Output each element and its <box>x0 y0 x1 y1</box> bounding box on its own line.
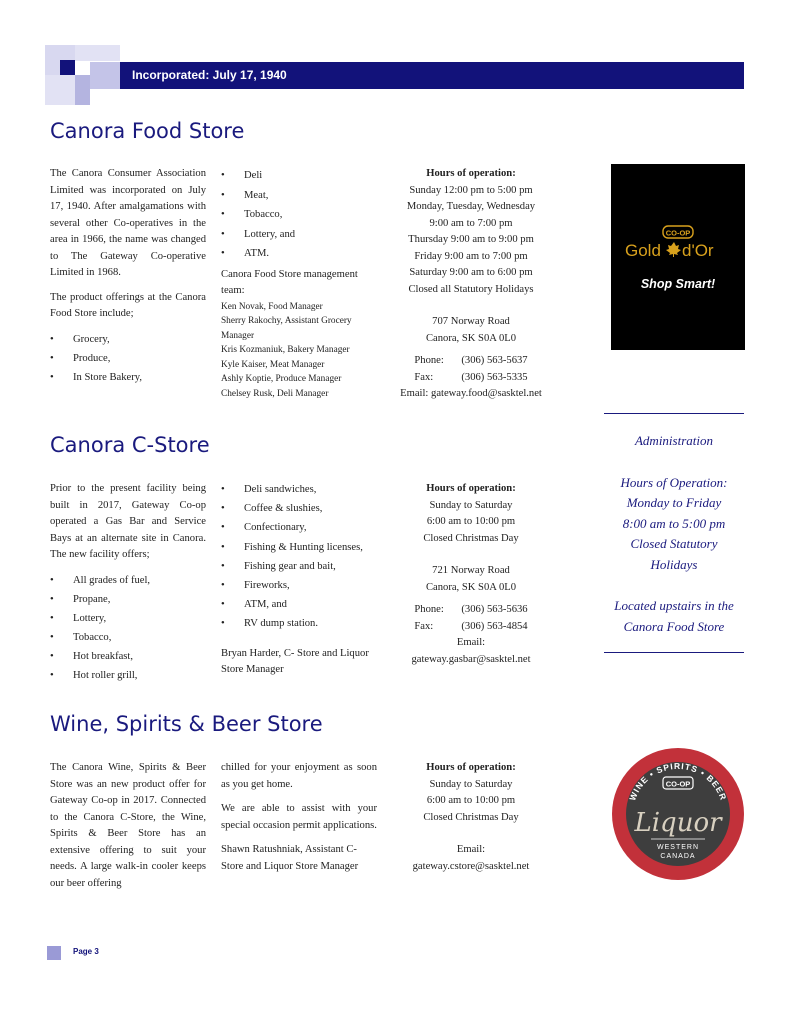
hours-label: Hours of operation: <box>426 483 516 494</box>
address-line: 707 Norway Road <box>432 316 510 327</box>
coop-badge-text: CO-OP <box>665 228 691 238</box>
phone-label: Phone: <box>414 604 444 615</box>
hours-line: Sunday to Saturday <box>429 778 513 790</box>
phone-row <box>388 602 554 619</box>
fax-row <box>388 619 554 636</box>
header-square-mid <box>90 62 120 89</box>
fax-label: Fax: <box>414 371 434 383</box>
food-store-offerings-intro: The product offerings at the Canora Food Store include; <box>50 291 206 319</box>
team-member: Chelsey Rusk, Deli Manager <box>221 389 329 400</box>
liquor-coop-badge-text: CO-OP <box>665 779 691 789</box>
phone-number: (306) 563-5636 <box>461 604 528 615</box>
liquor-hours-column <box>388 760 554 875</box>
hours-line: Monday, Tuesday, Wednesday <box>406 201 536 212</box>
list-item: • Hot roller grill, <box>50 668 206 687</box>
coop-gold-logo <box>611 164 745 350</box>
food-store-offerings-list <box>50 332 206 389</box>
liquor-text-1: chilled for your enjoyment as soon as you get home. <box>221 762 377 790</box>
fax-label: Fax: <box>414 620 434 632</box>
list-item: • Tobacco, <box>221 207 381 227</box>
liquor-text-2: We are able to assist with your special occasion permit applications. <box>221 803 377 831</box>
food-store-middle-column <box>221 168 381 402</box>
page-number: Page 3 <box>73 947 99 956</box>
list-item: • Fishing gear and bait, <box>221 559 381 578</box>
address-line: 721 Norway Road <box>432 565 510 576</box>
email-address: gateway.cstore@sasktel.net <box>412 860 530 872</box>
brand-dor-text: d'Or <box>682 241 714 260</box>
hours-line: 6:00 am to 10:00 pm <box>426 516 516 527</box>
hours-line: 9:00 am to 7:00 pm <box>429 217 513 229</box>
list-item: • All grades of fuel, <box>50 573 206 592</box>
food-store-team-list <box>221 300 381 402</box>
list-item: • Deli sandwiches, <box>221 482 381 501</box>
phone-number: (306) 563-5637 <box>461 355 528 366</box>
team-member: Kyle Kaiser, Meat Manager <box>221 359 325 370</box>
administration-sidebar <box>604 431 744 637</box>
list-item: • Hot breakfast, <box>50 649 206 668</box>
email-line: Email: gateway.food@sasktel.net <box>400 388 542 399</box>
liquor-store-title: Wine, Spirits & Beer Store <box>50 712 323 736</box>
liquor-arc-text: WINE • SPIRITS • BEER <box>627 760 729 802</box>
admin-hours-line: Holidays <box>650 556 698 572</box>
header-square-light <box>45 75 75 105</box>
administration-title: Administration <box>634 433 713 448</box>
sidebar-bottom-rule <box>604 652 744 653</box>
admin-hours-line: Monday to Friday <box>626 495 722 510</box>
cstore-offerings-list <box>50 573 206 687</box>
phone-row <box>388 353 554 370</box>
list-item: • Fireworks, <box>221 578 381 597</box>
sidebar-top-rule <box>604 413 744 414</box>
list-item: • In Store Bakery, <box>50 370 206 389</box>
list-item: • Propane, <box>50 592 206 611</box>
fax-number: (306) 563-4854 <box>461 620 528 632</box>
admin-hours-line: 8:00 am to 5:00 pm <box>622 515 726 531</box>
team-member: Ken Novak, Food Manager <box>221 301 323 312</box>
hours-line: Closed Christmas Day <box>423 532 519 544</box>
list-item: • ATM. <box>221 246 381 266</box>
header-square-light <box>75 45 120 61</box>
email-label: Email: <box>456 637 486 648</box>
incorporation-date: Incorporated: July 17, 1940 <box>132 68 287 82</box>
phone-label: Phone: <box>414 355 444 366</box>
fax-number: (306) 563-5335 <box>461 371 528 383</box>
coop-gold-logo-graphic <box>611 164 745 350</box>
hours-line: Sunday 12:00 pm to 5:00 pm <box>409 184 533 196</box>
admin-hours-line: Hours of Operation: <box>620 474 728 490</box>
food-store-hours-column <box>388 166 554 403</box>
cstore-offerings-list-2 <box>221 482 381 636</box>
hours-label: Hours of operation: <box>426 762 516 773</box>
list-item: • Confectionary, <box>221 520 381 539</box>
food-store-offerings-list-2 <box>221 168 381 266</box>
hours-line: Friday 9:00 am to 7:00 pm <box>414 250 528 262</box>
header-square-dark <box>60 60 75 75</box>
food-store-intro-column <box>50 166 206 389</box>
address-line: Canora, SK S0A 0L0 <box>425 581 517 593</box>
liquor-col1 <box>50 760 206 892</box>
cstore-intro-column <box>50 481 206 687</box>
cstore-intro: Prior to the present facility being built in 2017, Gateway Co-op operated a Gas Bar and Service Bays at an alternate site in Canora. The new facility offers; <box>50 483 206 560</box>
address-line: Canora, SK S0A 0L0 <box>425 332 517 344</box>
list-item: • Fishing & Hunting licenses, <box>221 540 381 559</box>
hours-line: Sunday to Saturday <box>429 499 513 511</box>
liquor-sub1: WESTERN <box>657 844 699 851</box>
admin-location-line: Canora Food Store <box>623 618 725 634</box>
list-item: • Produce, <box>50 351 206 370</box>
food-store-intro: The Canora Consumer Association Limited was incorporated on July 17, 1940. After amalgamations with several other Co-operatives in the area in 1966, the name was changed to The Gateway Co-operative Limited in 1968. <box>50 168 206 278</box>
hours-label: Hours of operation: <box>426 168 516 179</box>
team-member: Ashly Koptie, Produce Manager <box>221 374 342 385</box>
hours-line: Closed Christmas Day <box>423 811 519 823</box>
list-item: • RV dump station. <box>221 616 381 635</box>
liquor-word: Liquor <box>634 808 722 838</box>
coop-liquor-logo-graphic <box>611 747 745 881</box>
team-member: Sherry Rakochy, Assistant Grocery Manager <box>221 316 352 341</box>
list-item: • Tobacco, <box>50 630 206 649</box>
brand-gold-text: Gold <box>625 241 661 260</box>
header-square-mid <box>75 75 90 105</box>
list-item: • ATM, and <box>221 597 381 616</box>
tagline-text: Shop Smart! <box>640 277 716 291</box>
coop-liquor-logo <box>611 747 745 881</box>
liquor-sub2: CANADA <box>660 853 696 860</box>
list-item: • Meat, <box>221 188 381 208</box>
hours-line: 6:00 am to 10:00 pm <box>426 795 516 806</box>
hours-line: Thursday 9:00 am to 9:00 pm <box>408 234 534 245</box>
food-store-team-label: Canora Food Store management team: <box>221 268 358 296</box>
cstore-title: Canora C-Store <box>50 433 210 457</box>
fax-row <box>388 370 554 387</box>
food-store-title: Canora Food Store <box>50 119 245 143</box>
list-item: • Lottery, <box>50 611 206 630</box>
hours-line: Closed all Statutory Holidays <box>408 283 534 295</box>
team-member: Kris Kozmaniuk, Bakery Manager <box>221 345 350 356</box>
email-address: gateway.gasbar@sasktel.net <box>411 653 531 665</box>
liquor-intro: The Canora Wine, Spirits & Beer Store was an new product offer for Gateway Co-op in 2017. Connected to the Canora C-Store, the Wine, Spirits & Beer Store has an extensive offering to suit your needs. A large walk-in cooler keeps our beer offering <box>50 762 206 889</box>
email-label: Email: <box>456 844 486 855</box>
list-item: • Lottery, and <box>221 227 381 247</box>
list-item: • Grocery, <box>50 332 206 351</box>
cstore-middle-column <box>221 482 381 679</box>
footer-square <box>47 946 61 960</box>
cstore-manager: Bryan Harder, C- Store and Liquor Store Manager <box>221 647 369 675</box>
list-item: • Deli <box>221 168 381 188</box>
maple-leaf-icon <box>666 242 681 257</box>
admin-hours-line: Closed Statutory <box>630 536 718 551</box>
hours-line: Saturday 9:00 am to 6:00 pm <box>409 267 533 278</box>
liquor-manager: Shawn Ratushniak, Assistant C-Store and Liquor Store Manager <box>221 844 359 872</box>
liquor-col2 <box>221 760 377 875</box>
cstore-hours-column <box>388 481 554 668</box>
list-item: • Coffee & slushies, <box>221 501 381 520</box>
admin-location-line: Located upstairs in the <box>614 598 734 613</box>
